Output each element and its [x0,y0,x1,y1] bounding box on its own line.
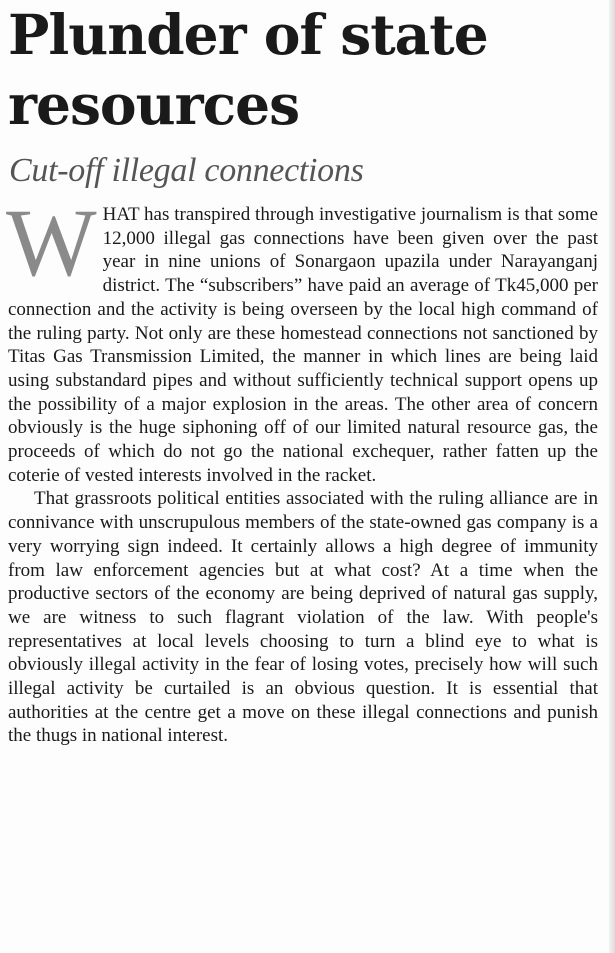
drop-cap: W [6,189,97,296]
headline: Plunder of state resources [8,2,488,137]
page-edge [609,0,615,953]
paragraph-2: That grassroots political entities associated with the ruling alliance are in connivance with unscrupulous members of the state-owned gas company is a very worrying sign indeed. It certainly allows a high degree of immunity from law enforcement agencies but at what cost? At a time when the productive sectors of the economy are being deprived of natural gas supply, we are witness to such flagrant violation of the law. With people's representatives at local levels choosing to turn a blind eye to what is obviously illegal activity in the fear of losing votes, precisely how will such illegal activity be curtailed is an obvious question. It is essential that authorities at the centre get a move on these illegal connections and punish the thugs in national interest. [8,488,598,747]
paragraph-1-text: HAT has transpired through investigative journalism is that some 12,000 illegal gas connections have been given over the past year in nine unions of Sonargaon upazila under Narayanganj district. The “subscribers” have paid an average of Tk45,000 per connection and the activity is being overseen by the local high command of the ruling party. Not only are these homestead connections not sanctioned by Titas Gas Transmission Limited, the manner in which lines are being laid using substandard pipes and without sufficiently technical support opens up the possibility of a major explosion in the areas. The other area of concern obviously is the huge siphoning off of our limited natural resource gas, the proceeds of which do not go the national exchequer, rather fatten up the coterie of vested interests involved in the racket. [8,204,598,486]
article-body [6,189,598,748]
subheadline: Cut-off illegal connections [9,152,364,189]
paragraph-1 [6,189,598,487]
